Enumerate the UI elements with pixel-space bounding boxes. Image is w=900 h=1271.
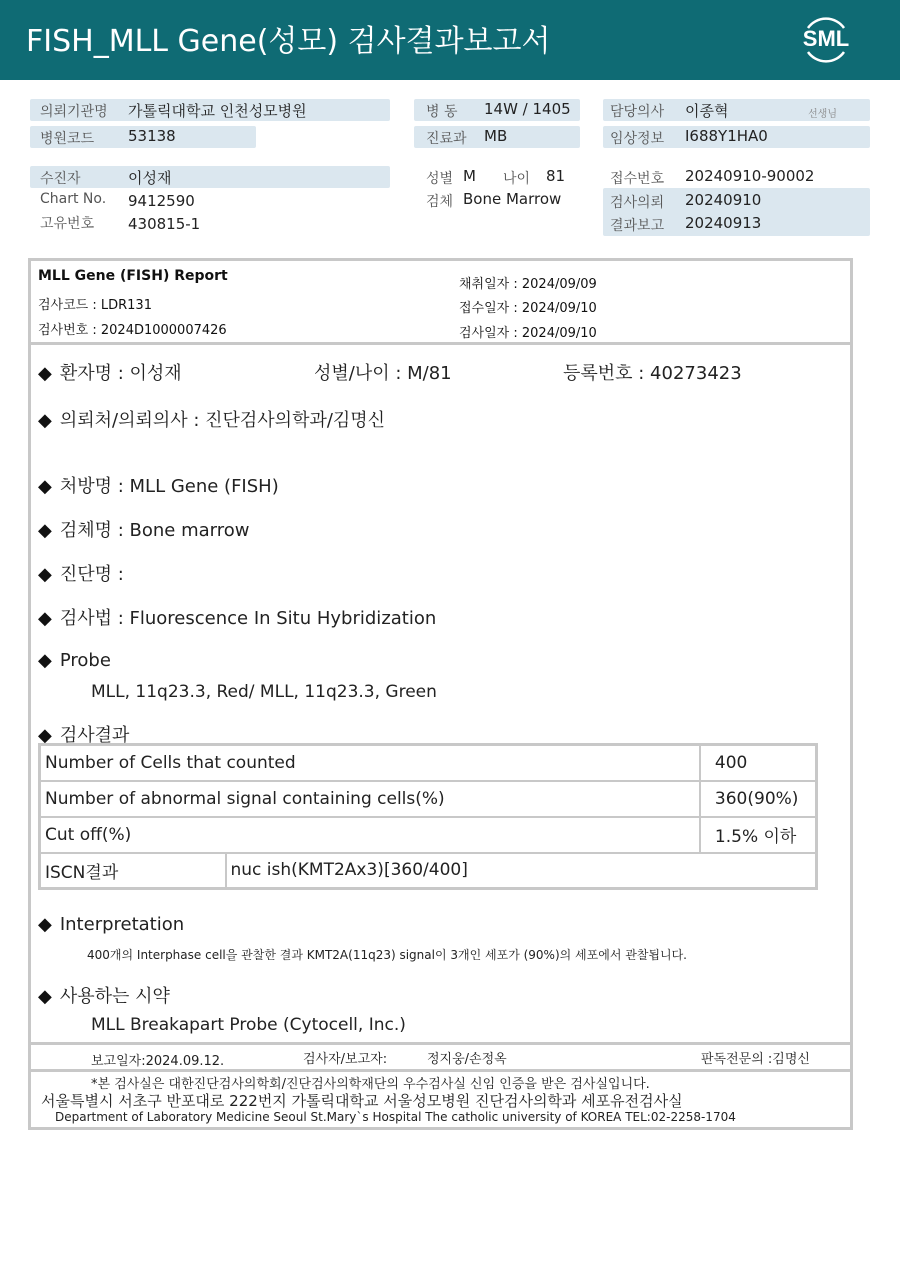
method-line — [38, 604, 436, 630]
diagnosis: 진단명 : — [59, 564, 124, 585]
result-label: Number of abnormal signal containing cells(%) — [40, 781, 700, 817]
prescription: 처방명 : MLL Gene (FISH) — [59, 476, 279, 497]
test-request-label: 검사의뢰 — [610, 195, 665, 211]
diamond-icon: ◆ — [38, 564, 52, 585]
test-code: 검사코드 : LDR131 — [38, 298, 152, 313]
tester-names: 정지웅/손정옥 — [427, 1052, 507, 1067]
test-number: 검사번호 : 2024D1000007426 — [38, 323, 227, 338]
clinical-info: I688Y1HA0 — [685, 127, 768, 145]
sex-age: 성별/나이 : M/81 — [314, 363, 452, 384]
result-value: 1.5% 이하 — [700, 817, 817, 853]
unique-no-label: 고유번호 — [40, 216, 95, 232]
result-label: Number of Cells that counted — [40, 745, 700, 781]
doctor-suffix: 선생님 — [808, 109, 837, 120]
result-label: Cut off(%) — [40, 817, 700, 853]
examinee: 이성재 — [128, 169, 172, 187]
doctor: 이종혁 — [685, 102, 729, 120]
test-date: 검사일자 : 2024/09/10 — [459, 326, 597, 341]
interpretation-text: 400개의 Interphase cell을 관찰한 결과 KMT2A(11q23) signal이 3개인 세포가 (90%)의 세포에서 관찰됩니다. — [87, 948, 687, 962]
reagent-text: MLL Breakapart Probe (Cytocell, Inc.) — [91, 1015, 406, 1035]
results-table — [38, 743, 818, 890]
ward: 14W / 1405 — [484, 100, 571, 118]
age: 81 — [546, 167, 566, 185]
interpretation-heading: Interpretation — [59, 914, 185, 935]
hospital-code-label: 병원코드 — [40, 131, 95, 147]
interpretation-heading-line — [38, 914, 184, 935]
diamond-icon: ◆ — [38, 363, 52, 384]
collection-date: 채취일자 : 2024/09/09 — [459, 277, 597, 292]
sex-label: 성별 — [426, 171, 454, 187]
receipt-no-label: 접수번호 — [610, 171, 665, 187]
reagent-heading: 사용하는 시약 — [59, 986, 170, 1007]
diamond-icon: ◆ — [38, 608, 52, 629]
tester-label: 검사자/보고자: — [303, 1052, 388, 1067]
lab-address: 서울특별시 서초구 반포대로 222번지 가톨릭대학교 서울성모병원 진단검사의학과 세포유전검사실 — [41, 1092, 683, 1110]
probe-heading-line — [38, 650, 111, 671]
examinee-label: 수진자 — [40, 171, 81, 187]
accreditation-notice: *본 검사실은 대한진단검사의학회/진단검사의학재단의 우수검사실 신임 인증을 받은 검사실입니다. — [91, 1077, 650, 1092]
diamond-icon: ◆ — [38, 520, 52, 541]
receipt-no: 20240910-90002 — [685, 167, 815, 185]
page-title: FISH_MLL Gene(성모) 검사결과보고서 — [26, 24, 551, 59]
diagnosis-line — [38, 560, 124, 586]
specimen-name: 검체명 : Bone marrow — [59, 520, 250, 541]
result-report-label: 결과보고 — [610, 218, 665, 234]
table-row — [40, 817, 817, 853]
result-heading: 검사결과 — [59, 725, 130, 746]
diamond-icon: ◆ — [38, 650, 52, 671]
patient-name: 환자명 : 이성재 — [59, 363, 182, 384]
age-label: 나이 — [503, 171, 531, 187]
test-request: 20240910 — [685, 191, 762, 209]
report-meta — [31, 261, 850, 345]
report-box — [28, 258, 853, 1130]
chart-no: 9412590 — [128, 192, 195, 210]
table-row — [40, 745, 817, 781]
iscn-label: ISCN결과 — [40, 853, 226, 889]
chart-no-label: Chart No. — [40, 191, 107, 207]
table-row — [40, 853, 817, 889]
diamond-icon: ◆ — [38, 914, 52, 935]
report-date: 보고일자:2024.09.12. — [91, 1054, 225, 1069]
department: MB — [484, 127, 508, 145]
iscn-value: nuc ish(KMT2Ax3)[360/400] — [226, 853, 817, 889]
sex: M — [463, 167, 476, 185]
requesting-institution: 가톨릭대학교 인천성모병원 — [128, 102, 307, 120]
reagent-heading-line — [38, 982, 170, 1008]
probe-heading: Probe — [59, 650, 111, 671]
registration-number: 등록번호 : 40273423 — [563, 363, 742, 384]
diamond-icon: ◆ — [38, 725, 52, 746]
specimen: Bone Marrow — [463, 190, 562, 208]
clinical-info-label: 임상정보 — [610, 131, 665, 147]
logo-text: SML — [802, 26, 850, 51]
result-value: 360(90%) — [700, 781, 817, 817]
result-report: 20240913 — [685, 214, 762, 232]
department-en: Department of Laboratory Medicine Seoul St.Mary`s Hospital The catholic university of KOREA TEL:02-2258-1704 — [55, 1110, 736, 1124]
patient-name-line — [38, 359, 182, 385]
prescription-line — [38, 472, 279, 498]
method: 검사법 : Fluorescence In Situ Hybridization — [59, 608, 437, 629]
unique-no: 430815-1 — [128, 215, 201, 233]
diamond-icon: ◆ — [38, 986, 52, 1007]
hospital-code: 53138 — [128, 127, 176, 145]
sml-logo — [798, 12, 854, 68]
probe-text: MLL, 11q23.3, Red/ MLL, 11q23.3, Green — [91, 682, 437, 702]
referral: 의뢰처/의뢰의사 : 진단검사의학과/김명신 — [59, 410, 386, 431]
specimen-label: 검체 — [426, 194, 454, 210]
diamond-icon: ◆ — [38, 476, 52, 497]
ward-label: 병 동 — [426, 104, 458, 120]
report-title: MLL Gene (FISH) Report — [38, 268, 228, 284]
department-label: 진료과 — [426, 131, 467, 147]
table-row — [40, 781, 817, 817]
referral-line — [38, 406, 385, 432]
specimen-line — [38, 516, 249, 542]
specialist: 판독전문의 :김명신 — [701, 1052, 810, 1067]
requesting-institution-label: 의뢰기관명 — [40, 104, 108, 120]
diamond-icon: ◆ — [38, 410, 52, 431]
report-header — [0, 0, 900, 80]
receipt-date: 접수일자 : 2024/09/10 — [459, 301, 597, 316]
doctor-label: 담당의사 — [610, 104, 665, 120]
result-value: 400 — [700, 745, 817, 781]
